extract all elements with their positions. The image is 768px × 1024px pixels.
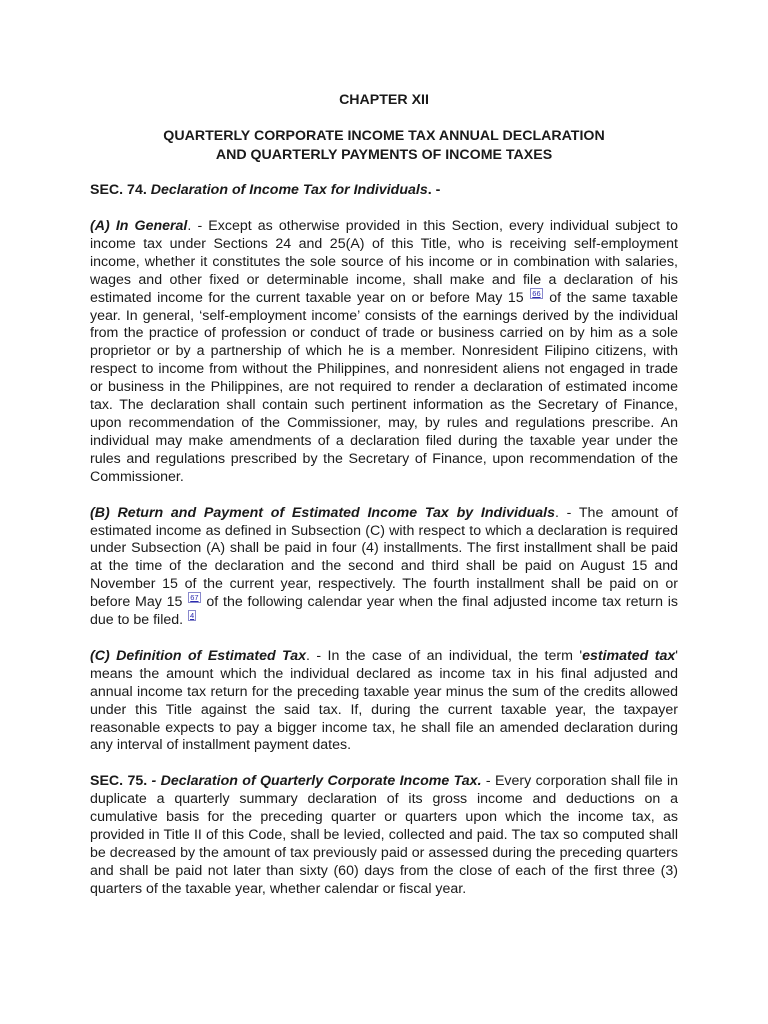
section-75-text: - Every corporation shall file in duplicate a quarterly summary declaration of its gross income and deductions on a cumulative basis for the preceding quarter or quarters upon which the income tax, as provided in Title II of this Code, shall be levied, collected and paid. The tax so computed shall be decreased by the amount of tax previously paid or assessed during the preceding quarters and shall be paid not later than sixty (60) days from the close of each of the first three (3) quarters of the taxable year, whether calendar or fiscal year. <box>90 773 678 897</box>
section-75-heading: - Declaration of Quarterly Corporate Income Tax. <box>147 773 482 790</box>
section-74-number: SEC. 74. <box>90 182 147 199</box>
paragraph-c-label: (C) Definition of Estimated Tax <box>90 647 306 664</box>
paragraph-b-label: (B) Return and Payment of Estimated Income Tax by Individuals <box>90 504 555 521</box>
paragraph-c <box>90 648 678 755</box>
paragraph-c-text-1: . - In the case of an individual, the term ' <box>305 647 583 664</box>
paragraph-a <box>90 218 678 487</box>
footnote-link-4[interactable]: 4 <box>190 611 195 621</box>
section-74-tail: . - <box>427 182 441 199</box>
paragraph-a-text-1: . - Except as otherwise provided in this Section, every individual subject to income tax under Sections 24 and 25(A) of this Title, who is receiving self-employment income, whether it constitutes the sole source of his income or in combination with salaries, wages and other fixed or determinable income, shall make and file a declaration of his estimated income for the current taxable year on or before May 15 <box>90 218 679 306</box>
footnote-link-67[interactable]: 67 <box>190 593 199 603</box>
document-page <box>90 92 678 917</box>
footnote-link-66[interactable]: 66 <box>532 288 541 298</box>
section-74-title <box>90 182 678 200</box>
chapter-heading-line2: AND QUARTERLY PAYMENTS OF INCOME TAXES <box>215 146 553 163</box>
chapter-title: CHAPTER XII <box>339 92 429 108</box>
paragraph-b-text-1: . - The amount of estimated income as defined in Subsection (C) with respect to which a declaration is required under Subsection (A) shall be paid in four (4) installments. The first installment shall be paid at the time of the declaration and the second and third shall be paid on August 15 and November 15 of the current year, respectively. The fourth installment shall be paid on or before May 15 <box>90 504 678 611</box>
paragraph-c-term: estimated tax <box>582 647 676 664</box>
paragraph-c-text-2: ' means the amount which the individual declared as income tax in his final adjusted and annual income tax return for the preceding taxable year minus the sum of the credits allowed under this Title against the said tax. If, during the current taxable year, the taxpayer reasonable expects to pay a bigger income tax, he shall file an amended declaration during any interval of installment payment dates. <box>90 647 678 754</box>
chapter-heading-line1: QUARTERLY CORPORATE INCOME TAX ANNUAL DECLARATION <box>163 127 605 144</box>
paragraph-b <box>90 505 678 630</box>
paragraph-b-text-2: of the following calendar year when the final adjusted income tax return is due to be filed. <box>90 594 678 629</box>
paragraph-a-text-2: of the same taxable year. In general, ‘self-employment income’ consists of the earnings derived by the individual from the practice of profession or conduct of trade or business carried on by him as a sole proprietor or by a partnership of which he is a member. Nonresident Filipino citizens, with respect to income from without the Philippines, and nonresident aliens not engaged in trade or business in the Philippines, are not required to render a declaration of estimated income tax. The declaration shall contain such pertinent information as the Secretary of Finance, upon recommendation of the Commissioner, may, by rules and regulations prescribe. An individual may make amendments of a declaration filed during the taxable year under the rules and regulations prescribed by the Secretary of Finance, upon recommendation of the Commissioner. <box>90 289 678 485</box>
section-75 <box>90 773 678 898</box>
chapter-heading <box>90 127 678 164</box>
section-75-number: SEC. 75. <box>90 773 148 790</box>
paragraph-a-label: (A) In General <box>90 218 188 234</box>
section-74-heading: Declaration of Income Tax for Individuals <box>150 182 428 199</box>
